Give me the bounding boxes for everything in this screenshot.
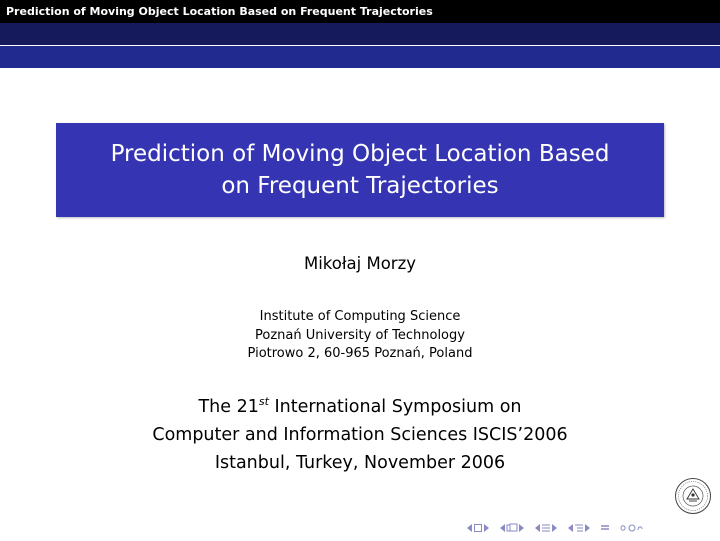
institute-line-1: Institute of Computing Science [259, 309, 461, 324]
event-block [0, 393, 720, 477]
title-block [56, 123, 664, 217]
nav-search-icon[interactable] [619, 523, 643, 533]
nav-subsection-lines-icon [574, 523, 584, 533]
title-line-1: Prediction of Moving Object Location Based [110, 141, 610, 167]
nav-slide-next-icon[interactable] [518, 523, 525, 533]
navbar-band-top [0, 23, 720, 45]
navigation-symbols [466, 521, 652, 535]
nav-frame-next-icon[interactable] [483, 523, 490, 533]
event-line-2: Computer and Information Sciences ISCIS’2006 [152, 425, 568, 445]
institute-line-3: Piotrowo 2, 60-965 Poznań, Poland [247, 346, 473, 361]
institute-block [0, 308, 720, 364]
nav-subsection-prev-icon[interactable] [567, 523, 574, 533]
short-title: Prediction of Moving Object Location Based on Frequent Trajectories [6, 5, 433, 18]
nav-subsection-group [567, 523, 591, 533]
nav-section-lines-icon [541, 523, 551, 533]
event-line-3: Istanbul, Turkey, November 2006 [214, 453, 506, 473]
nav-toc-icon[interactable] [600, 523, 610, 533]
nav-slide-group [499, 523, 525, 533]
frame-headline [0, 0, 720, 23]
nav-search-group [619, 523, 643, 533]
nav-section-next-icon[interactable] [551, 523, 558, 533]
nav-section-prev-icon[interactable] [534, 523, 541, 533]
author-name: Mikołaj Morzy [303, 254, 417, 273]
nav-frame-box-icon [473, 523, 483, 533]
nav-toc-group [600, 523, 610, 533]
nav-section-group [534, 523, 558, 533]
navbar-band-bottom [0, 46, 720, 68]
nav-frame-group [466, 523, 490, 533]
event-ordinal-suffix: st [258, 395, 269, 408]
title-line-2: on Frequent Trajectories [221, 173, 499, 199]
nav-slide-prev-icon[interactable] [499, 523, 506, 533]
event-line-1 [0, 393, 720, 421]
event-line-1-prefix: The 21 [198, 397, 259, 417]
institute-line-2: Poznań University of Technology [255, 327, 465, 343]
event-line-1-suffix: International Symposium on [268, 397, 522, 417]
nav-frame-prev-icon[interactable] [466, 523, 473, 533]
university-seal-icon [674, 477, 712, 515]
navigation-bar [0, 23, 720, 68]
nav-subsection-next-icon[interactable] [584, 523, 591, 533]
nav-slide-box-icon [506, 523, 518, 533]
